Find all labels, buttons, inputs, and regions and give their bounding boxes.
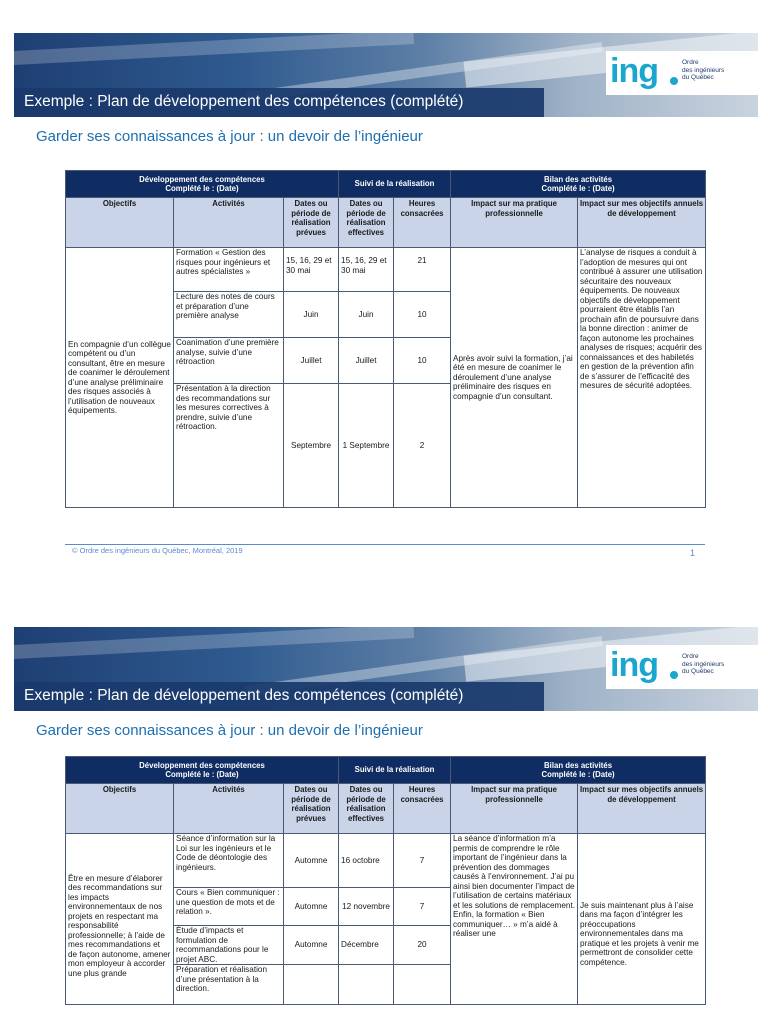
slide-2: [0, 594, 768, 1024]
activite-cell: Lecture des notes de cours et préparation d’une première analyse: [174, 292, 284, 338]
page-subtitle: Garder ses connaissances à jour : un devoir de l’ingénieur: [36, 128, 423, 145]
banner-title: Exemple : Plan de développement des compétences (complété): [24, 93, 464, 110]
impact-objectifs-cell: L’analyse de risques a conduit à l’adoption de mesures qui ont contribué à assurer une utilisation sécuritaire des nouveaux équipements. De nouveaux objectifs de développement pourraient être établis l’an prochain afin de poursuivre dans la bonne direction : animer de façon autonome les prochaines analyses de risques; acquérir des connaissances et des habiletés en gestion de la prévention afin de s’assurer de l’efficacité des mesures de sécurité adoptées.: [578, 248, 706, 508]
dates-prevues-cell: Juillet: [284, 338, 339, 384]
dates-prevues-cell: Septembre: [284, 384, 339, 508]
table-row: [66, 834, 706, 888]
header-development: Développement des compétences Complété le : (Date): [66, 171, 339, 198]
dates-effectives-cell: Juillet: [339, 338, 394, 384]
dates-effectives-cell: 1 Septembre: [339, 384, 394, 508]
logo-dot-icon: [670, 77, 678, 85]
objectif-cell: Être en mesure d’élaborer des recommandations sur les impacts environnementaux de nos projets en respectant ma responsabilité professionnelle; à l’aide de mes recommandations et de façon autonome, amener mon employeur à accorder une plus grande: [66, 834, 174, 1005]
impact-objectifs-cell: Je suis maintenant plus à l’aise dans ma façon d’intégrer les préoccupations environnementales dans ma pratique et les projets à venir me permettront de consolider cette compétence.: [578, 834, 706, 1005]
heures-cell: 7: [394, 888, 451, 926]
col-impact-pratique: Impact sur ma pratique professionnelle: [451, 784, 578, 834]
activite-cell: Préparation et réalisation d’une présentation à la direction.: [174, 965, 284, 1005]
banner-decoration: [14, 33, 414, 66]
dates-prevues-cell: Automne: [284, 834, 339, 888]
col-impact-pratique: Impact sur ma pratique professionnelle: [451, 198, 578, 248]
activite-cell: Séance d’information sur la Loi sur les ingénieurs et le Code de déontologie des ingénieurs.: [174, 834, 284, 888]
col-objectifs: Objectifs: [66, 198, 174, 248]
col-objectifs: Objectifs: [66, 784, 174, 834]
logo-mark: ing: [610, 52, 658, 90]
table-header-row: [66, 171, 706, 198]
heures-cell: 21: [394, 248, 451, 292]
banner-title: Exemple : Plan de développement des compétences (complété): [24, 687, 464, 704]
logo-text: Ordre des ingénieurs du Québec: [682, 59, 725, 81]
dates-effectives-cell: Décembre: [339, 926, 394, 965]
header-bilan: Bilan des activités Complété le : (Date): [451, 171, 706, 198]
header-bilan: Bilan des activités Complété le : (Date): [451, 757, 706, 784]
col-heures: Heures consacrées: [394, 198, 451, 248]
oiq-logo: [606, 645, 758, 689]
heures-cell: 7: [394, 834, 451, 888]
objectif-cell: En compagnie d’un collègue compétent ou d’un consultant, être en mesure de coanimer le déroulement d’une analyse préliminaire des risques associés à l’utilisation de nouveaux équipements.: [66, 248, 174, 508]
activite-cell: Cours « Bien communiquer : une question de mots et de relation ».: [174, 888, 284, 926]
footer-divider: [65, 544, 705, 545]
col-impact-objectifs: Impact sur mes objectifs annuels de développement: [578, 784, 706, 834]
header-banner: [14, 33, 758, 117]
table-row: [66, 248, 706, 292]
activite-cell: Formation « Gestion des risques pour ingénieurs et autres spécialistes »: [174, 248, 284, 292]
logo-dot-icon: [670, 671, 678, 679]
col-activites: Activités: [174, 198, 284, 248]
table-column-headers: [66, 784, 706, 834]
col-dates-effectives: Dates ou période de réalisation effectives: [339, 198, 394, 248]
heures-cell: 10: [394, 292, 451, 338]
col-dates-prevues: Dates ou période de réalisation prévues: [284, 784, 339, 834]
competency-table: [65, 756, 706, 1005]
col-dates-prevues: Dates ou période de réalisation prévues: [284, 198, 339, 248]
oiq-logo: [606, 51, 758, 95]
activite-cell: Étude d’impacts et formulation de recommandations pour le projet ABC.: [174, 926, 284, 965]
dates-prevues-cell: Juin: [284, 292, 339, 338]
header-suivi: Suivi de la réalisation: [339, 757, 451, 784]
activite-cell: Coanimation d’une première analyse, suivie d’une rétroaction: [174, 338, 284, 384]
heures-cell: 10: [394, 338, 451, 384]
dates-effectives-cell: 12 novembre: [339, 888, 394, 926]
logo-text: Ordre des ingénieurs du Québec: [682, 653, 725, 675]
dates-prevues-cell: 15, 16, 29 et 30 mai: [284, 248, 339, 292]
dates-prevues-cell: Automne: [284, 888, 339, 926]
header-suivi: Suivi de la réalisation: [339, 171, 451, 198]
footer-copyright: © Ordre des ingénieurs du Québec, Montréal, 2019: [72, 546, 243, 555]
impact-pratique-cell: Après avoir suivi la formation, j’ai été en mesure de coanimer le déroulement d’une analyse préliminaire des risques en compagnie d’un consultant.: [451, 248, 578, 508]
dates-effectives-cell: Juin: [339, 292, 394, 338]
table-column-headers: [66, 198, 706, 248]
header-banner: [14, 627, 758, 711]
dates-effectives-cell: [339, 965, 394, 1005]
page-number: 1: [690, 548, 696, 558]
activite-cell: Présentation à la direction des recommandations sur les mesures correctives à prendre, suivie d’une rétroaction.: [174, 384, 284, 508]
col-dates-effectives: Dates ou période de réalisation effectives: [339, 784, 394, 834]
header-development: Développement des compétences Complété le : (Date): [66, 757, 339, 784]
dates-prevues-cell: Automne: [284, 926, 339, 965]
logo-mark: ing: [610, 646, 658, 684]
col-heures: Heures consacrées: [394, 784, 451, 834]
dates-prevues-cell: [284, 965, 339, 1005]
heures-cell: 20: [394, 926, 451, 965]
banner-decoration: [14, 627, 414, 660]
impact-pratique-cell: La séance d’information m’a permis de comprendre le rôle important de l’ingénieur dans la prévention des dommages causés à l’environnement. J’ai pu ainsi bien documenter l’impact de l’utilisation de certains matériaux et les solutions de remplacement. Enfin, la formation « Bien communiquer… » m’a aidé à réaliser une: [451, 834, 578, 1005]
competency-table: [65, 170, 706, 508]
heures-cell: [394, 965, 451, 1005]
dates-effectives-cell: 15, 16, 29 et 30 mai: [339, 248, 394, 292]
page-subtitle: Garder ses connaissances à jour : un devoir de l’ingénieur: [36, 722, 423, 739]
col-activites: Activités: [174, 784, 284, 834]
heures-cell: 2: [394, 384, 451, 508]
dates-effectives-cell: 16 octobre: [339, 834, 394, 888]
col-impact-objectifs: Impact sur mes objectifs annuels de développement: [578, 198, 706, 248]
table-header-row: [66, 757, 706, 784]
